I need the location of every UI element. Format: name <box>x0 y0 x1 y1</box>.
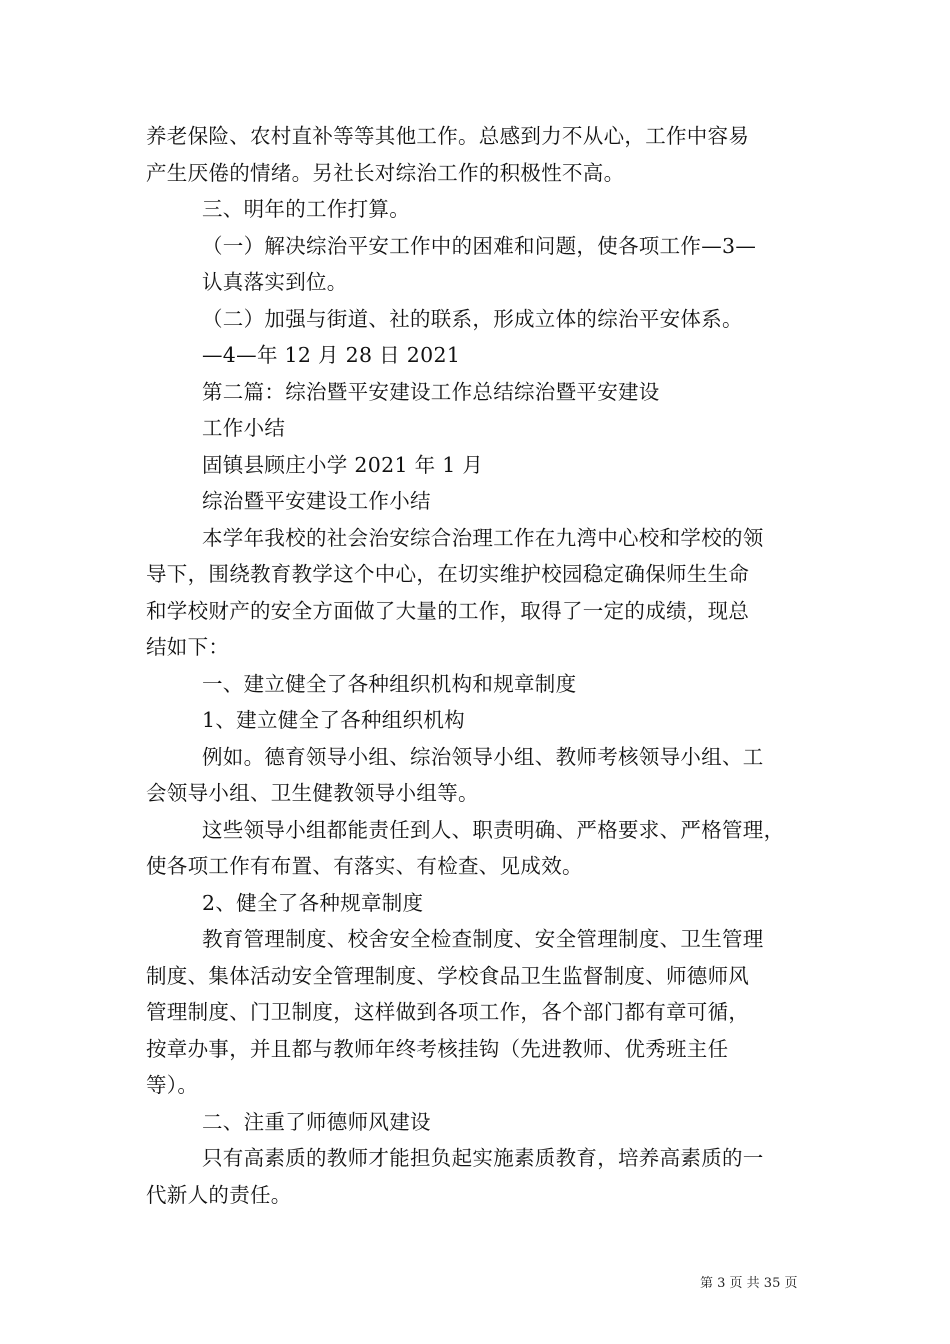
text-line: 认真落实到位。 <box>202 270 348 294</box>
text-line: 养老保险、农村直补等等其他工作。总感到力不从心，工作中容易 <box>146 124 750 148</box>
text-line: 使各项工作有布置、有落实、有检查、见成效。 <box>146 854 583 878</box>
text-line: 代新人的责任。 <box>146 1182 292 1207</box>
text-line: 管理制度、门卫制度，这样做到各项工作，各个部门都有章可循， <box>146 1000 750 1024</box>
section-heading: 一、建立健全了各种组织机构和规章制度 <box>202 671 577 696</box>
section-heading: 三、明年的工作打算。 <box>202 197 410 221</box>
document-body <box>146 118 806 1213</box>
text-line: 等）。 <box>146 1073 199 1097</box>
text-line: 和学校财产的安全方面做了大量的工作，取得了一定的成绩，现总 <box>146 598 750 623</box>
text-line: 结如下： <box>146 635 230 659</box>
subsection-heading: 1、建立健全了各种组织机构 <box>202 708 465 732</box>
subsection-heading: 2、健全了各种规章制度 <box>202 890 424 915</box>
subtitle-line: 综治暨平安建设工作小结 <box>202 489 431 513</box>
text-line: 按章办事，并且都与教师年终考核挂钩（先进教师、优秀班主任 <box>146 1036 729 1061</box>
text-line: （二）加强与街道、社的联系，形成立体的综治平安体系。 <box>202 306 743 331</box>
page-number: 第 3 页 共 35 页 <box>700 1276 798 1291</box>
text-line: 只有高素质的教师才能担负起实施素质教育，培养高素质的一 <box>202 1146 764 1170</box>
section-heading: 二、注重了师德师风建设 <box>202 1109 431 1134</box>
text-line: 这些领导小组都能责任到人、职责明确、严格要求、严格管理， <box>202 817 785 842</box>
text-line: 会领导小组、卫生健教领导小组等。 <box>146 781 479 805</box>
text-line: （一）解决综治平安工作中的困难和问题，使各项工作—3— <box>202 233 757 258</box>
date-line: —4—年 12 月 28 日 2021 <box>202 343 461 367</box>
text-line: 例如。德育领导小组、综治领导小组、教师考核领导小组、工 <box>202 744 764 769</box>
text-line: 导下，围绕教育教学这个中心，在切实维护校园稳定确保师生生命 <box>146 562 750 586</box>
author-line: 固镇县顾庄小学 2021 年 1 月 <box>202 452 484 477</box>
text-line: 教育管理制度、校舍安全检查制度、安全管理制度、卫生管理 <box>202 927 764 951</box>
article-title-continued: 工作小结 <box>202 416 286 440</box>
text-line: 本学年我校的社会治安综合治理工作在九湾中心校和学校的领 <box>202 525 764 550</box>
text-line: 产生厌倦的情绪。另社长对综治工作的积极性不高。 <box>146 160 625 185</box>
article-title: 第二篇：综治暨平安建设工作总结综治暨平安建设 <box>202 379 660 404</box>
text-line: 制度、集体活动安全管理制度、学校食品卫生监督制度、师德师风 <box>146 963 750 988</box>
